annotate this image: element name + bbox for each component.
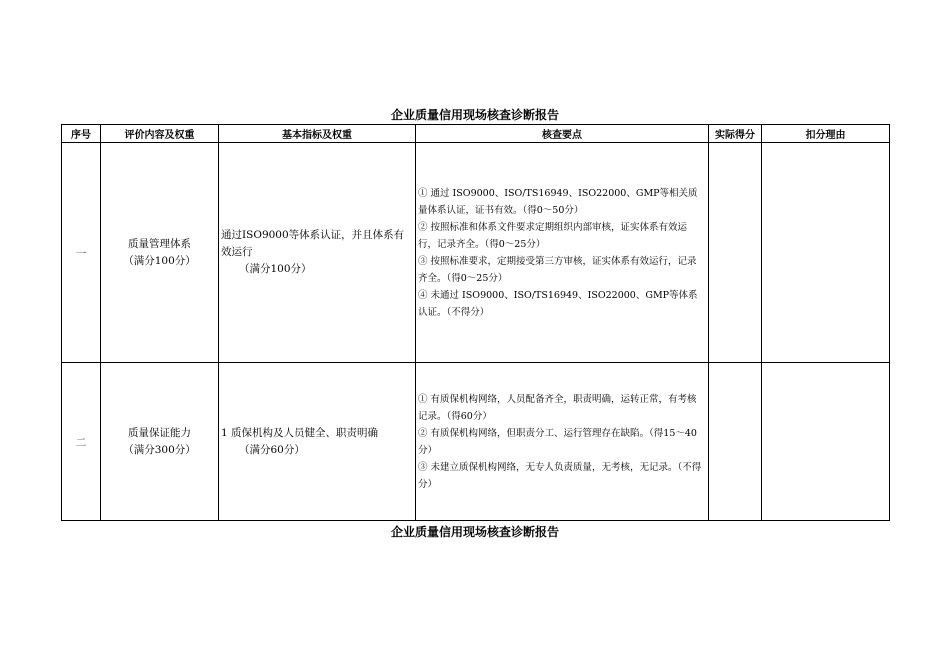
indicator-text: 1 质保机构及人员健全、职责明确: [221, 426, 379, 439]
header-indicator: 基本指标及权重: [219, 125, 416, 143]
actual-score-cell[interactable]: [709, 143, 762, 363]
check-point-item: ④ 未通过 ISO9000、ISO/TS16949、ISO22000、GMP等体系认证。（不得分）: [418, 289, 698, 318]
indicator-text: 通过ISO9000等体系认证，并且体系有效运行: [221, 229, 405, 258]
report-title: 企业质量信用现场核查诊断报告: [390, 108, 559, 122]
evaluation-content: [101, 143, 219, 363]
content-name: 质量保证能力: [128, 426, 191, 439]
content-name: 质量管理体系: [128, 237, 191, 250]
check-point-item: ② 按照标准和体系文件要求定期组织内部审核，证实体系有效运行，记录齐全。（得0～25分）: [418, 221, 688, 250]
indicator-weight: （满分60分）: [239, 443, 305, 456]
deduction-reason-cell[interactable]: [762, 363, 890, 521]
check-point-item: ② 有质保机构网络，但职责分工、运行管理存在缺陷。（得15～40分）: [418, 427, 697, 456]
inspection-table: [61, 124, 890, 521]
header-content: 评价内容及权重: [101, 125, 219, 143]
basic-indicator: [219, 143, 416, 363]
check-point-item: ① 有质保机构网络，人员配备齐全，职责明确，运转正常，有考核记录。（得60分）: [418, 393, 697, 422]
basic-indicator: [219, 363, 416, 521]
check-point-item: ③ 未建立质保机构网络，无专人负责质量，无考核，无记录。（不得分）: [418, 461, 702, 490]
table-row: [62, 363, 890, 521]
table-header-row: [62, 125, 890, 143]
row-number: 二: [62, 363, 101, 521]
table-row: [62, 143, 890, 363]
actual-score-cell[interactable]: [709, 363, 762, 521]
content-weight: （满分300分）: [123, 443, 196, 456]
header-points: 核查要点: [416, 125, 709, 143]
evaluation-content: [101, 363, 219, 521]
check-point-item: ① 通过 ISO9000、ISO/TS16949、ISO22000、GMP等相关质量体系认证，证书有效。（得0～50分）: [418, 187, 698, 216]
check-points: [416, 363, 709, 521]
check-point-item: ③ 按照标准要求，定期接受第三方审核，证实体系有效运行，记录齐全。（得0～25分）: [418, 255, 697, 284]
content-weight: （满分100分）: [123, 254, 196, 267]
report-title-repeat: 企业质量信用现场核查诊断报告: [390, 525, 559, 539]
deduction-reason-cell[interactable]: [762, 143, 890, 363]
check-points: [416, 143, 709, 363]
header-reason: 扣分理由: [762, 125, 890, 143]
header-score: 实际得分: [709, 125, 762, 143]
indicator-weight: （满分100分）: [239, 263, 312, 275]
header-num: 序号: [62, 125, 101, 143]
row-number: 一: [62, 143, 101, 363]
